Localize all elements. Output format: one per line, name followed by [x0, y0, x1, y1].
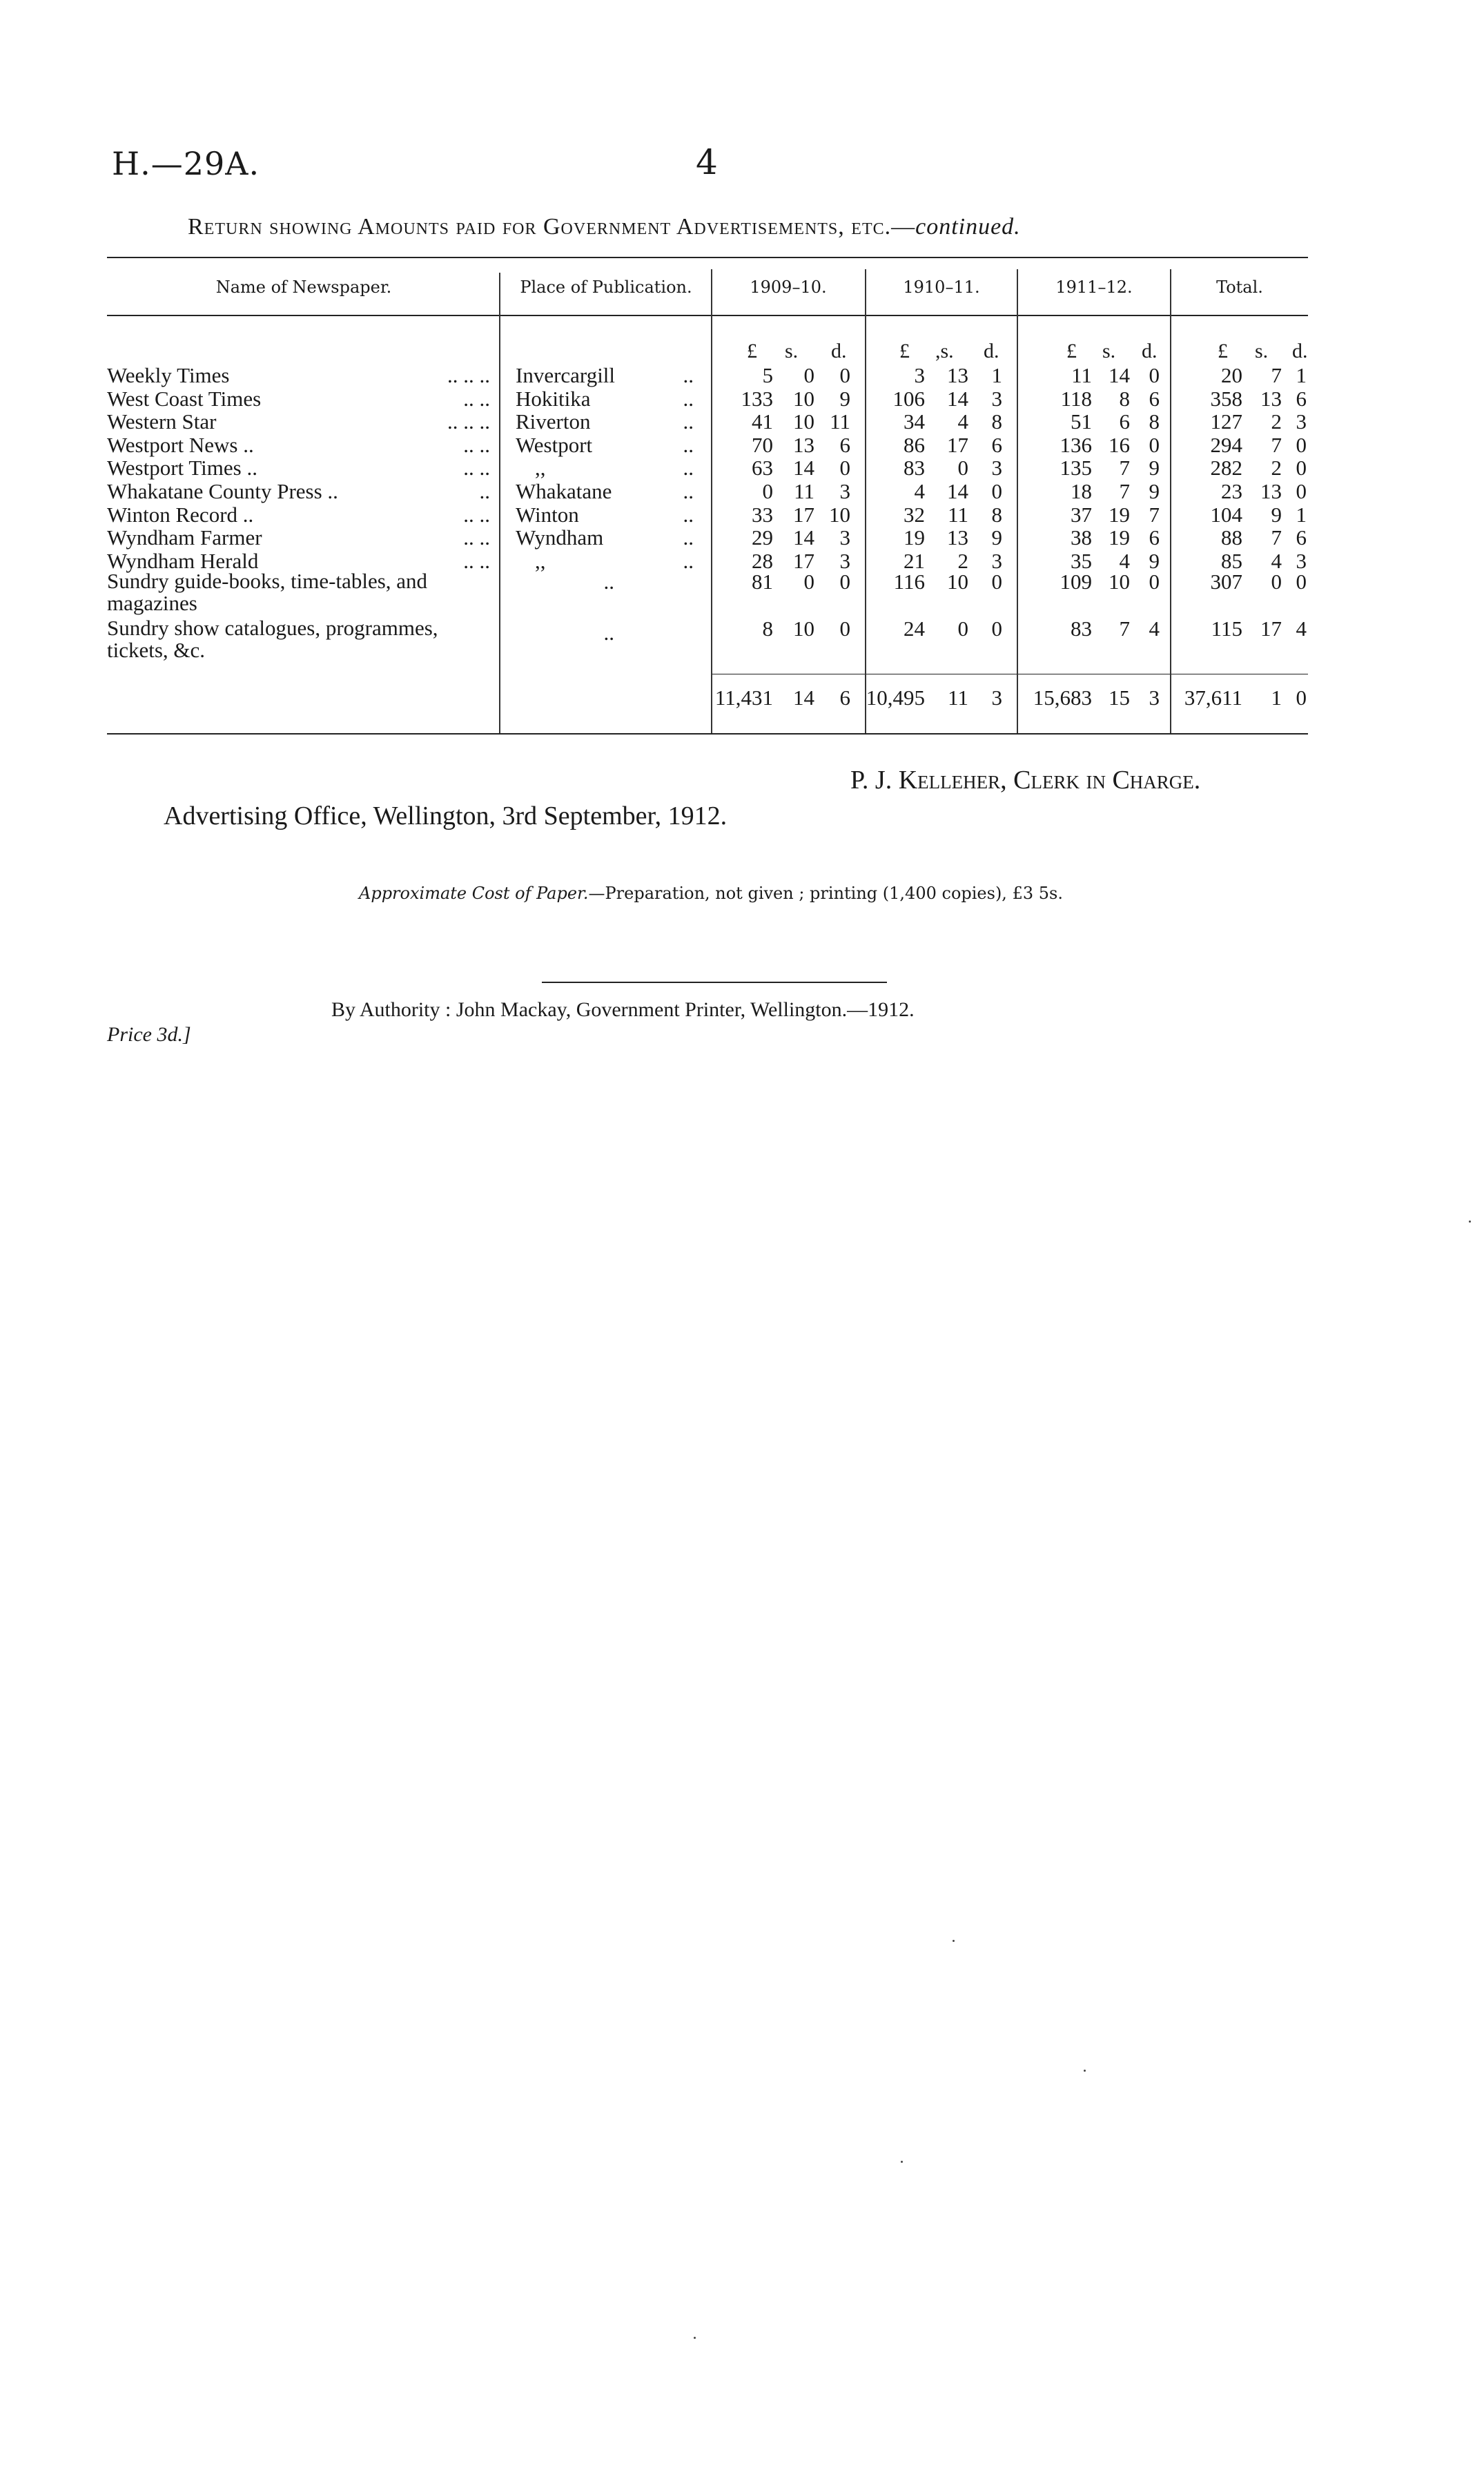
amount-c1910-pounds: 3: [914, 363, 925, 387]
col-header-place: Place of Publication.: [520, 278, 692, 297]
amount-c1911-shillings: 19: [1109, 502, 1130, 527]
cost-note-label: Approximate Cost of Paper.: [359, 884, 589, 903]
unit-pound-1910: £: [899, 340, 910, 362]
unit-shilling-1911: s.: [1102, 340, 1116, 362]
amount-c1910-shillings: 0: [957, 456, 968, 480]
total-c1911-pence: 3: [1149, 686, 1160, 710]
amount-c1910-shillings: 17: [947, 432, 968, 457]
scan-speck: [694, 2337, 696, 2339]
unit-shilling-1910: ,s.: [935, 340, 954, 362]
newspaper-name: Winton Record ..: [107, 502, 254, 527]
amount-total-pounds: 23: [1221, 479, 1242, 503]
unit-pence-1910: d.: [984, 340, 999, 362]
amount-total-shillings: 4: [1271, 548, 1282, 573]
amount-c1909-shillings: 13: [793, 432, 814, 457]
amount-total-pounds: 127: [1210, 409, 1242, 434]
table-row: [0, 410, 1484, 434]
title-continued: continued.: [915, 214, 1021, 240]
amount-c1909-pounds: 41: [752, 409, 773, 434]
amount-total-pence: 0: [1296, 570, 1307, 594]
place-of-publication: Winton: [516, 502, 579, 527]
leader-dots: ..: [683, 386, 694, 411]
leader-dots: ..: [683, 502, 694, 527]
sundry-row-2-name: Sundry show catalogues, programmes, tickets, &c.: [107, 616, 438, 662]
amount-total-pence: 3: [1296, 409, 1307, 434]
table-row: [0, 456, 1484, 480]
amount-c1909-shillings: 0: [803, 363, 814, 387]
leader-dots: ..: [683, 432, 694, 457]
amount-c1910-pounds: 24: [904, 616, 925, 641]
amount-c1911-shillings: 14: [1109, 363, 1130, 387]
newspaper-name: Westport Times ..: [107, 456, 257, 480]
amount-c1911-pence: 7: [1149, 502, 1160, 527]
amount-c1910-pounds: 83: [904, 456, 925, 480]
amount-total-pence: 1: [1296, 502, 1307, 527]
unit-shilling-1909: s.: [785, 340, 799, 362]
amount-c1909-pounds: 70: [752, 432, 773, 457]
table-row: [0, 526, 1484, 550]
amount-c1909-pence: 0: [839, 616, 850, 641]
amount-c1911-shillings: 6: [1119, 409, 1130, 434]
amount-c1911-pounds: 136: [1060, 432, 1092, 457]
amount-c1909-pence: 0: [839, 363, 850, 387]
newspaper-name: Wyndham Farmer: [107, 525, 262, 550]
leader-dots: .. ..: [463, 502, 490, 527]
scan-speck: [1084, 2070, 1086, 2072]
amount-total-pounds: 307: [1210, 570, 1242, 594]
place-of-publication: Westport: [516, 432, 593, 457]
amount-c1909-pounds: 33: [752, 502, 773, 527]
amount-total-pounds: 358: [1210, 386, 1242, 411]
newspaper-name: Whakatane County Press ..: [107, 479, 338, 503]
amount-c1911-pence: 6: [1149, 525, 1160, 550]
amount-c1909-pounds: 0: [762, 479, 773, 503]
amount-c1909-pounds: 81: [752, 570, 773, 594]
title-main: Return showing Amounts paid for Government Advertisements, etc.—: [188, 214, 916, 240]
total-c1909-shillings: 14: [793, 686, 814, 710]
leader-dots: .. .. ..: [447, 409, 490, 434]
amount-total-shillings: 9: [1271, 502, 1282, 527]
amount-c1910-pounds: 34: [904, 409, 925, 434]
grand-total-row: [0, 686, 1484, 710]
amount-total-shillings: 7: [1271, 363, 1282, 387]
table-title: [188, 214, 1021, 240]
table-row: [0, 364, 1484, 387]
leader-dots: .. ..: [463, 456, 490, 480]
amount-c1910-shillings: 13: [947, 363, 968, 387]
leader-dots: ..: [683, 363, 694, 387]
amount-c1909-shillings: 14: [793, 456, 814, 480]
leader-dots: ..: [479, 479, 490, 503]
newspaper-name: Weekly Times: [107, 363, 230, 387]
amount-c1909-shillings: 17: [793, 548, 814, 573]
amount-c1909-shillings: 10: [793, 409, 814, 434]
total-c1910-pounds: 10,495: [866, 686, 925, 710]
table-row: [0, 503, 1484, 527]
amount-c1909-pence: 0: [839, 456, 850, 480]
amount-c1910-pence: 0: [991, 479, 1002, 503]
amount-c1910-pounds: 19: [904, 525, 925, 550]
unit-pound-1909: £: [747, 340, 757, 362]
amount-total-pence: 1: [1296, 363, 1307, 387]
leader-dots: ..: [603, 621, 614, 645]
amount-c1911-pounds: 118: [1060, 386, 1092, 411]
amount-c1910-pence: 0: [991, 616, 1002, 641]
amount-c1911-pence: 0: [1149, 432, 1160, 457]
leader-dots: ..: [603, 570, 614, 594]
amount-c1911-shillings: 19: [1109, 525, 1130, 550]
page-number: 4: [696, 142, 718, 182]
amount-c1910-pounds: 116: [893, 570, 925, 594]
amount-c1909-pence: 10: [829, 502, 850, 527]
amount-total-pence: 0: [1296, 432, 1307, 457]
amount-c1909-pence: 6: [839, 432, 850, 457]
amount-c1910-pence: 6: [991, 432, 1002, 457]
table-row: [0, 387, 1484, 411]
leader-dots: ..: [683, 479, 694, 503]
leader-dots: ..: [683, 548, 694, 573]
total-c1910-pence: 3: [991, 686, 1002, 710]
amount-total-shillings: 2: [1271, 456, 1282, 480]
newspaper-name: Wyndham Herald: [107, 548, 259, 573]
unit-pence-1911: d.: [1142, 340, 1158, 362]
place-of-publication: ,,: [535, 548, 546, 573]
amount-c1911-pounds: 38: [1071, 525, 1092, 550]
leader-dots: ..: [683, 409, 694, 434]
amount-c1911-shillings: 7: [1119, 456, 1130, 480]
leader-dots: .. .. ..: [447, 363, 490, 387]
amount-c1911-pounds: 83: [1071, 616, 1092, 641]
amount-c1910-shillings: 4: [957, 409, 968, 434]
amount-total-shillings: 0: [1271, 570, 1282, 594]
amount-c1911-shillings: 7: [1119, 479, 1130, 503]
amount-c1910-pence: 3: [991, 548, 1002, 573]
cost-note: [359, 884, 1063, 903]
total-total-shillings: 1: [1271, 686, 1282, 710]
amount-c1910-pounds: 21: [904, 548, 925, 573]
amount-total-shillings: 7: [1271, 525, 1282, 550]
col-header-1911: 1911–12.: [1055, 278, 1133, 297]
leader-dots: .. ..: [463, 525, 490, 550]
amount-c1911-pounds: 11: [1071, 363, 1092, 387]
table-top-rule: [107, 257, 1308, 258]
amount-c1911-shillings: 16: [1109, 432, 1130, 457]
amount-c1909-pounds: 28: [752, 548, 773, 573]
amount-total-pounds: 85: [1221, 548, 1242, 573]
amount-c1911-pounds: 51: [1071, 409, 1092, 434]
total-c1911-pounds: 15,683: [1033, 686, 1092, 710]
table-row: [0, 480, 1484, 503]
amount-c1911-pounds: 109: [1060, 570, 1092, 594]
amount-total-shillings: 13: [1260, 479, 1282, 503]
amount-c1911-shillings: 4: [1119, 548, 1130, 573]
signature: P. J. Kelleher, Clerk in Charge.: [850, 766, 1201, 795]
amount-c1909-shillings: 11: [794, 479, 814, 503]
table-bottom-rule: [107, 733, 1308, 735]
authority-line: By Authority : John Mackay, Government Printer, Wellington.—1912.: [331, 998, 915, 1021]
unit-pound-1911: £: [1066, 340, 1077, 362]
document-reference: H.—29A.: [112, 145, 260, 182]
amount-c1911-shillings: 8: [1119, 386, 1130, 411]
amount-c1910-pence: 9: [991, 525, 1002, 550]
amount-c1911-pence: 0: [1149, 363, 1160, 387]
amount-c1910-pence: 8: [991, 502, 1002, 527]
amount-c1910-shillings: 0: [957, 616, 968, 641]
place-of-publication: Riverton: [516, 409, 591, 434]
amount-c1911-pence: 9: [1149, 548, 1160, 573]
amount-c1910-pence: 0: [991, 570, 1002, 594]
amount-c1911-shillings: 7: [1119, 616, 1130, 641]
amount-c1909-shillings: 14: [793, 525, 814, 550]
amount-c1910-pounds: 86: [904, 432, 925, 457]
amount-c1909-pence: 11: [830, 409, 850, 434]
newspaper-name: West Coast Times: [107, 386, 262, 411]
amount-c1911-pounds: 18: [1071, 479, 1092, 503]
amount-total-shillings: 2: [1271, 409, 1282, 434]
amount-total-pence: 3: [1296, 548, 1307, 573]
amount-c1910-pence: 3: [991, 456, 1002, 480]
amount-c1911-pence: 9: [1149, 456, 1160, 480]
amount-c1911-pounds: 37: [1071, 502, 1092, 527]
office-line: Advertising Office, Wellington, 3rd September, 1912.: [164, 801, 728, 830]
amount-c1910-pence: 1: [991, 363, 1002, 387]
table-header-rule: [107, 315, 1308, 316]
amount-c1910-shillings: 2: [957, 548, 968, 573]
amount-c1909-pence: 0: [839, 570, 850, 594]
col-header-newspaper: Name of Newspaper.: [215, 278, 392, 297]
amount-total-pence: 6: [1296, 386, 1307, 411]
amount-c1909-shillings: 10: [793, 616, 814, 641]
authority-divider: [542, 982, 887, 983]
col-header-1909: 1909–10.: [750, 278, 827, 297]
amount-c1909-pounds: 133: [741, 386, 773, 411]
newspaper-name: Western Star: [107, 409, 217, 434]
amount-total-pounds: 104: [1210, 502, 1242, 527]
amount-c1911-pounds: 35: [1071, 548, 1092, 573]
leader-dots: .. ..: [463, 548, 490, 573]
amount-c1910-pounds: 106: [892, 386, 925, 411]
amount-c1909-pounds: 63: [752, 456, 773, 480]
col-header-total: Total.: [1216, 278, 1263, 297]
amount-c1910-pounds: 32: [904, 502, 925, 527]
amount-total-pounds: 282: [1210, 456, 1242, 480]
scan-speck: [901, 2161, 903, 2163]
unit-pence-1909: d.: [831, 340, 847, 362]
amount-c1910-shillings: 14: [947, 386, 968, 411]
amount-total-shillings: 13: [1260, 386, 1282, 411]
amount-c1910-shillings: 14: [947, 479, 968, 503]
leader-dots: ..: [683, 456, 694, 480]
unit-shilling-total: s.: [1255, 340, 1269, 362]
unit-pence-total: d.: [1292, 340, 1308, 362]
scan-speck: [1469, 1221, 1471, 1223]
amount-c1909-pounds: 8: [762, 616, 773, 641]
amount-c1911-pounds: 135: [1060, 456, 1092, 480]
sundry-row: [0, 616, 1484, 645]
total-total-pounds: 37,611: [1184, 686, 1242, 710]
place-of-publication: Whakatane: [516, 479, 612, 503]
amount-c1910-pounds: 4: [914, 479, 925, 503]
leader-dots: .. ..: [463, 432, 490, 457]
place-of-publication: Wyndham: [516, 525, 604, 550]
unit-pound-total: £: [1218, 340, 1228, 362]
amount-c1909-shillings: 0: [803, 570, 814, 594]
amount-c1911-shillings: 10: [1109, 570, 1130, 594]
amount-c1910-shillings: 11: [948, 502, 968, 527]
amount-total-shillings: 7: [1271, 432, 1282, 457]
amount-total-pence: 4: [1296, 616, 1307, 641]
place-of-publication: ,,: [535, 456, 546, 480]
place-of-publication: Hokitika: [516, 386, 591, 411]
total-c1911-shillings: 15: [1109, 686, 1130, 710]
table-row: [0, 434, 1484, 457]
amount-c1909-shillings: 17: [793, 502, 814, 527]
amount-c1910-shillings: 13: [947, 525, 968, 550]
amount-c1911-pence: 9: [1149, 479, 1160, 503]
amount-total-pounds: 88: [1221, 525, 1242, 550]
amount-total-pounds: 20: [1221, 363, 1242, 387]
amount-c1910-shillings: 10: [947, 570, 968, 594]
price-note: Price 3d.]: [107, 1023, 191, 1046]
amount-total-pounds: 294: [1210, 432, 1242, 457]
amount-c1911-pence: 0: [1149, 570, 1160, 594]
leader-dots: ..: [683, 525, 694, 550]
leader-dots: .. ..: [463, 386, 490, 411]
amount-c1909-pence: 3: [839, 479, 850, 503]
amount-c1909-pounds: 29: [752, 525, 773, 550]
amount-c1909-pence: 3: [839, 525, 850, 550]
amount-total-pence: 6: [1296, 525, 1307, 550]
cost-note-text: —Preparation, not given ; printing (1,400 copies), £3 5s.: [588, 884, 1063, 903]
newspaper-name: Westport News ..: [107, 432, 254, 457]
amount-c1910-pence: 8: [991, 409, 1002, 434]
amount-c1911-pence: 8: [1149, 409, 1160, 434]
sundry-row: [0, 570, 1484, 594]
amount-c1910-pence: 3: [991, 386, 1002, 411]
amount-c1911-pence: 4: [1149, 616, 1160, 641]
amount-c1909-pence: 3: [839, 548, 850, 573]
total-c1910-shillings: 11: [948, 686, 968, 710]
amount-total-shillings: 17: [1260, 616, 1282, 641]
amount-c1909-pounds: 5: [762, 363, 773, 387]
total-c1909-pence: 6: [839, 686, 850, 710]
amount-total-pence: 0: [1296, 456, 1307, 480]
place-of-publication: Invercargill: [516, 363, 616, 387]
amount-total-pence: 0: [1296, 479, 1307, 503]
amount-c1911-pence: 6: [1149, 386, 1160, 411]
amount-c1909-pence: 9: [839, 386, 850, 411]
amount-c1909-shillings: 10: [793, 386, 814, 411]
amount-total-pounds: 115: [1211, 616, 1242, 641]
scan-speck: [953, 1940, 955, 1942]
total-total-pence: 0: [1296, 686, 1307, 710]
sundry-row-1-name: Sundry guide-books, time-tables, and magazines: [107, 569, 428, 615]
total-c1909-pounds: 11,431: [714, 686, 773, 710]
col-header-1910: 1910–11.: [903, 278, 980, 297]
